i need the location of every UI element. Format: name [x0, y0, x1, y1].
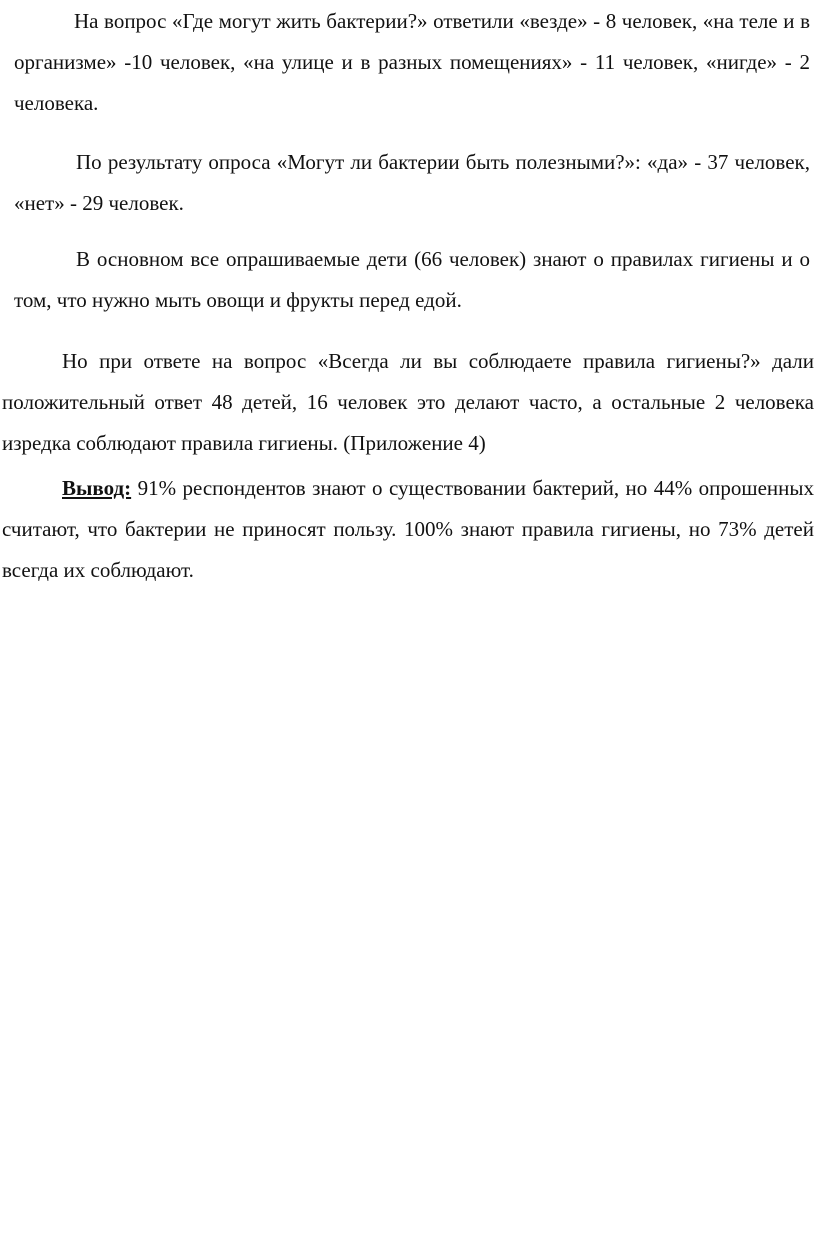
conclusion-label: Вывод: [62, 476, 132, 500]
paragraph-conclusion [2, 468, 814, 591]
paragraph-hygiene-practice: Но при ответе на вопрос «Всегда ли вы соблюдаете правила гигиены?» дали положительный ответ 48 детей, 16 человек это делают часто, а остальные 2 человека изредка соблюдают правила гигиены. (Приложение 4) [2, 349, 814, 455]
paragraph-hygiene-knowledge: В основном все опрашиваемые дети (66 человек) знают о правилах гигиены и о том, что нужно мыть овощи и фрукты перед едой. [14, 247, 810, 312]
conclusion-text: 91% респондентов знают о существовании бактерий, но 44% опрошенных считают, что бактерии не приносят пользу. 100% знают правила гигиены, но 73% детей всегда их соблюдают. [2, 476, 814, 582]
paragraph-bacteria-useful: По результату опроса «Могут ли бактерии быть полезными?»: «да» - 37 человек, «нет» - 29 человек. [14, 150, 810, 215]
paragraph-bacteria-habitat: На вопрос «Где могут жить бактерии?» ответили «везде» - 8 человек, «на теле и в организме» -10 человек, «на улице и в разных помещениях» - 11 человек, «нигде» - 2 человека. [14, 9, 810, 115]
